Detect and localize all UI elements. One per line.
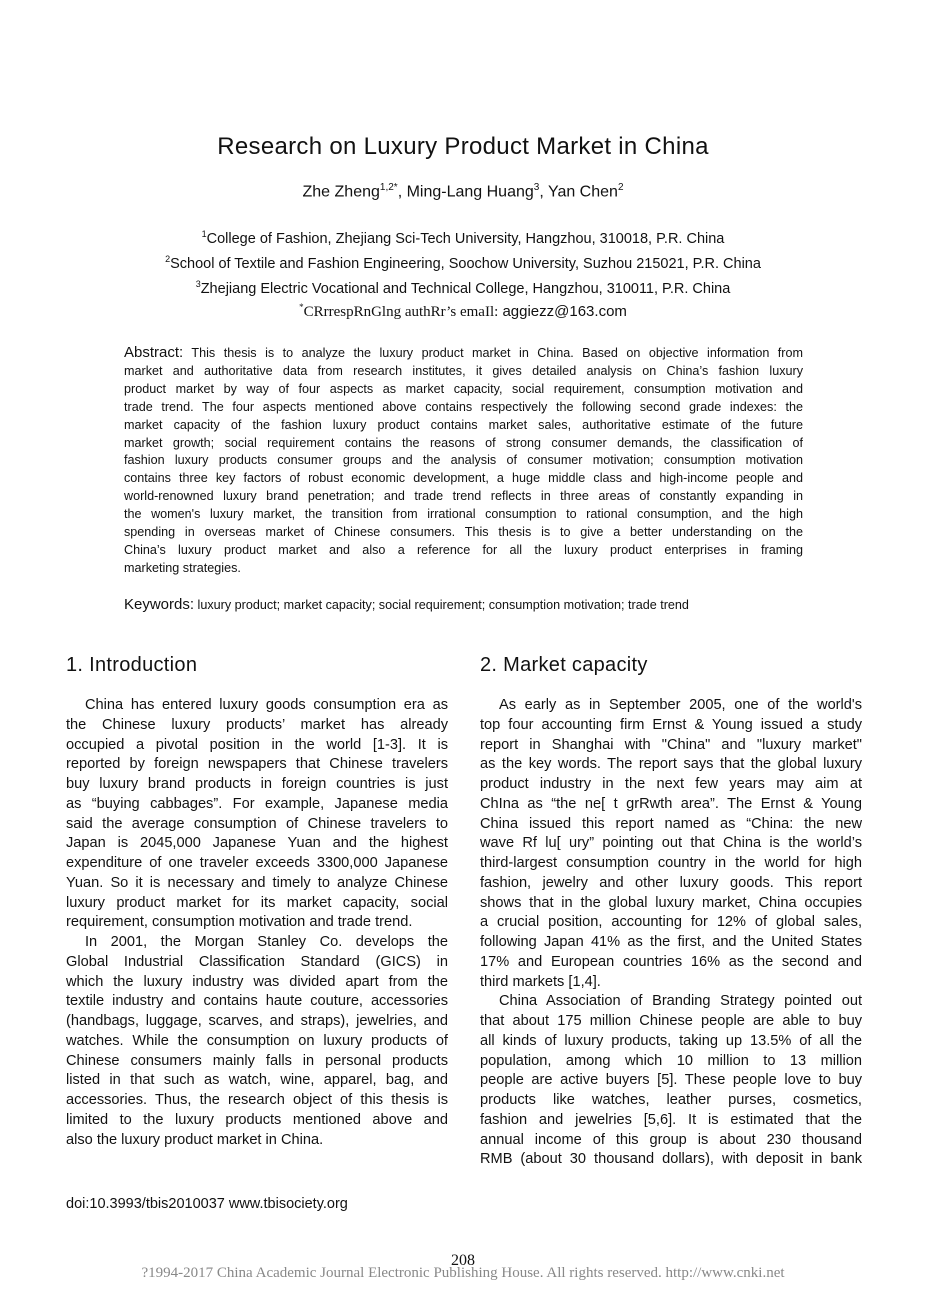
page-number: 208 xyxy=(451,1252,475,1269)
affiliation xyxy=(0,274,926,299)
abstract-line xyxy=(124,363,803,381)
abstract xyxy=(124,344,803,578)
text-line: reported by foreign newspapers that Chinese travelers xyxy=(66,756,448,773)
author-list xyxy=(0,182,926,201)
text-line: also the luxury product market in China. xyxy=(66,1131,324,1148)
affiliation-text: Zhejiang Electric Vocational and Technical College, Hangzhou, 310011, P.R. China xyxy=(200,280,731,297)
text-line: third markets [1,4]. xyxy=(480,973,601,990)
abstract-text: China’s luxury product market and also a reference for all the luxury product enterprises in framing xyxy=(124,542,803,557)
text-line: (handbags, luggage, scarves, and straps), jewelries, and xyxy=(66,1013,448,1029)
abstract-text: market and authoritative data from research institutes, it gives detailed analysis on China’s fashion luxury xyxy=(124,363,803,378)
abstract-line xyxy=(124,399,803,417)
text-line: which the luxury industry was divided apart from the xyxy=(66,973,448,990)
corresponding-email: aggiezz@163.com xyxy=(498,303,627,320)
affiliation-text: School of Textile and Fashion Engineering, Soochow University, Suzhou 215021, P.R. China xyxy=(170,255,761,272)
text-line: following Japan 41% as the first, and the United States xyxy=(480,934,862,950)
affiliation-text: College of Fashion, Zhejiang Sci-Tech University, Hangzhou, 310018, P.R. China xyxy=(206,230,725,247)
text-line: that about 175 million Chinese people are able to buy xyxy=(480,1013,862,1029)
text-line: the Chinese luxury products’ market has already xyxy=(66,716,448,733)
text-line: report in Shanghai with "China" and "luxury market" xyxy=(480,736,862,753)
text-line: 17% and European countries 16% as the second and xyxy=(480,953,862,970)
abstract-label: Abstract: xyxy=(124,344,184,361)
text-line: ChIna as “the ne[ t grRwth area”. The Ernst & Young xyxy=(480,795,862,812)
abstract-text: market growth; social requirement contains the reasons of strong consumer demands, the classification of xyxy=(124,435,803,450)
text-line: annual income of this group is about 230 thousand xyxy=(480,1131,862,1148)
text-line: In 2001, the Morgan Stanley Co. develops the xyxy=(85,934,448,950)
abstract-text: the women's luxury market, the transition from irrational consumption to rational consumption, and the high xyxy=(124,507,803,522)
abstract-text: product market by way of four aspects as market capacity, social requirement, consumption motivation and xyxy=(124,381,803,396)
keywords-label: Keywords: xyxy=(124,596,195,613)
text-line: fashion, jewelry and other luxury goods. This report xyxy=(480,874,862,891)
abstract-text: marketing strategies. xyxy=(124,560,241,575)
text-line: product industry in the next few years may aim at xyxy=(480,776,862,792)
text-line: RMB (about 30 thousand dollars), with deposit in bank xyxy=(480,1151,862,1168)
abstract-line xyxy=(124,542,803,560)
text-line: fashion and jewelries [5,6]. It is estimated that the xyxy=(480,1111,862,1128)
text-line: textile industry and contains haute couture, accessories xyxy=(66,993,448,1010)
text-line: requirement, consumption motivation and trade trend. xyxy=(66,914,413,931)
text-line: occupied a pivotal position in the world [1-3]. It is xyxy=(66,736,448,753)
affiliation xyxy=(0,249,926,274)
author-separator: , xyxy=(539,183,548,201)
paragraph xyxy=(480,992,862,1170)
abstract-line xyxy=(124,417,803,435)
text-line: China issued this report named as “China: the new xyxy=(480,815,862,832)
text-line: Global Industrial Classification Standard (GICS) in xyxy=(66,953,448,970)
paper-title: Research on Luxury Product Market in China xyxy=(217,133,709,160)
text-line: listed in that such as watch, wine, apparel, bag, and xyxy=(66,1072,448,1089)
abstract-line xyxy=(124,344,803,363)
author-affiliation-mark: 1,2* xyxy=(379,182,398,193)
text-line: third-largest consumption country in the world for high xyxy=(480,855,862,871)
text-line: all kinds of luxury products, taking up 13.5% of all the xyxy=(480,1032,862,1049)
text-line: Yuan. So it is necessary and timely to analyze Chinese xyxy=(66,874,448,891)
abstract-line xyxy=(124,488,803,506)
abstract-line xyxy=(124,435,803,453)
keywords xyxy=(124,596,689,613)
text-line: said the average consumption of Chinese travelers to xyxy=(66,815,448,832)
text-line: shows that in the global luxury market, China occupies xyxy=(480,894,862,911)
text-line: Chinese consumers mainly falls in personal products xyxy=(66,1052,448,1069)
left-column-body xyxy=(66,696,448,1150)
abstract-text: world-renowned luxury brand penetration; and trade trend reflects in three areas of constantly expanding in xyxy=(124,489,803,504)
paragraph xyxy=(66,696,448,933)
paragraph xyxy=(66,933,448,1150)
abstract-text: fashion luxury products consumer groups and the analysis of consumer motivation; consumption motivation xyxy=(124,453,803,468)
text-line: Japan is 2045,000 Japanese Yuan and the highest xyxy=(66,835,448,852)
corresponding-author xyxy=(0,302,926,321)
abstract-text: This thesis is to analyze the luxury product market in China. Based on objective information from xyxy=(183,346,803,360)
text-line: accessories. Thus, the research object of this thesis is xyxy=(66,1092,448,1108)
text-line: as “buying cabbages”. For example, Japanese media xyxy=(66,795,448,812)
right-column-body xyxy=(480,696,862,1170)
text-line: limited to the luxury products mentioned above and xyxy=(66,1111,448,1128)
abstract-line xyxy=(124,506,803,524)
author-name: Zhe Zheng xyxy=(302,183,380,201)
text-line: As early as in September 2005, one of the world's xyxy=(499,697,862,713)
text-line: wave Rf lu[ ury” pointing out that China is the world’s xyxy=(480,835,862,852)
section-heading-introduction: 1. Introduction xyxy=(66,654,198,676)
abstract-line xyxy=(124,381,803,399)
affiliation-mark: 2 xyxy=(165,253,171,264)
abstract-text: contains three key factors of robust economic development, a huge middle class and high-income people and xyxy=(124,471,803,486)
corresponding-mark: * xyxy=(299,302,304,312)
affiliation xyxy=(0,224,926,249)
abstract-text: spending in overseas market of Chinese consumers. This thesis is to give a better understanding on the xyxy=(124,525,803,540)
text-line: buy luxury brand products in foreign countries is just xyxy=(66,776,448,792)
affiliation-mark: 1 xyxy=(201,229,207,239)
author-affiliation-mark: 3 xyxy=(533,182,540,193)
text-line: watches. While the consumption on luxury products of xyxy=(66,1032,448,1049)
abstract-line xyxy=(124,524,803,542)
text-line: luxury product market for its market capacity, social xyxy=(66,894,448,911)
abstract-line xyxy=(124,470,803,488)
section-heading-market-capacity: 2. Market capacity xyxy=(480,654,648,676)
text-line: population, among which 10 million to 13 million xyxy=(480,1052,862,1069)
author-separator: , xyxy=(397,183,407,201)
keywords-text: luxury product; market capacity; social requirement; consumption motivation; trade trend xyxy=(194,598,689,612)
text-line: a crucial position, accounting for 12% of global sales, xyxy=(480,914,862,931)
author-name: Ming-Lang Huang xyxy=(406,183,534,201)
text-line: expenditure of one traveler exceeds 3300,000 Japanese xyxy=(66,855,448,871)
author-affiliation-mark: 2 xyxy=(617,182,624,193)
text-line: China Association of Branding Strategy pointed out xyxy=(499,993,862,1010)
affiliation-mark: 3 xyxy=(195,278,201,289)
text-line: China has entered luxury goods consumption era as xyxy=(85,697,448,713)
text-line: as the key words. The report says that the global luxury xyxy=(480,756,862,773)
doi-line: doi:10.3993/tbis2010037 www.tbisociety.org xyxy=(66,1196,348,1212)
abstract-text: trade trend. The four aspects mentioned above contains respectively the following second grade indexes: the xyxy=(124,399,803,414)
corresponding-label: CRrrespRnGlng authRr’s emaIl: xyxy=(303,304,499,320)
abstract-text: market capacity of the fashion luxury product contains market sales, authoritative estimate of the future xyxy=(124,417,803,432)
copyright-footer: ?1994-2017 China Academic Journal Electronic Publishing House. All rights reserved. http://www.cnki.net xyxy=(141,1265,785,1281)
paragraph xyxy=(480,696,862,992)
abstract-line xyxy=(124,452,803,470)
abstract-line xyxy=(124,560,803,578)
author-name: Yan Chen xyxy=(547,183,618,201)
text-line: top four accounting firm Ernst & Young issued a study xyxy=(480,716,862,733)
text-line: products like watches, leather purses, cosmetics, xyxy=(480,1092,862,1108)
affiliations xyxy=(0,224,926,298)
text-line: people are active buyers [5]. These people love to buy xyxy=(480,1072,862,1089)
